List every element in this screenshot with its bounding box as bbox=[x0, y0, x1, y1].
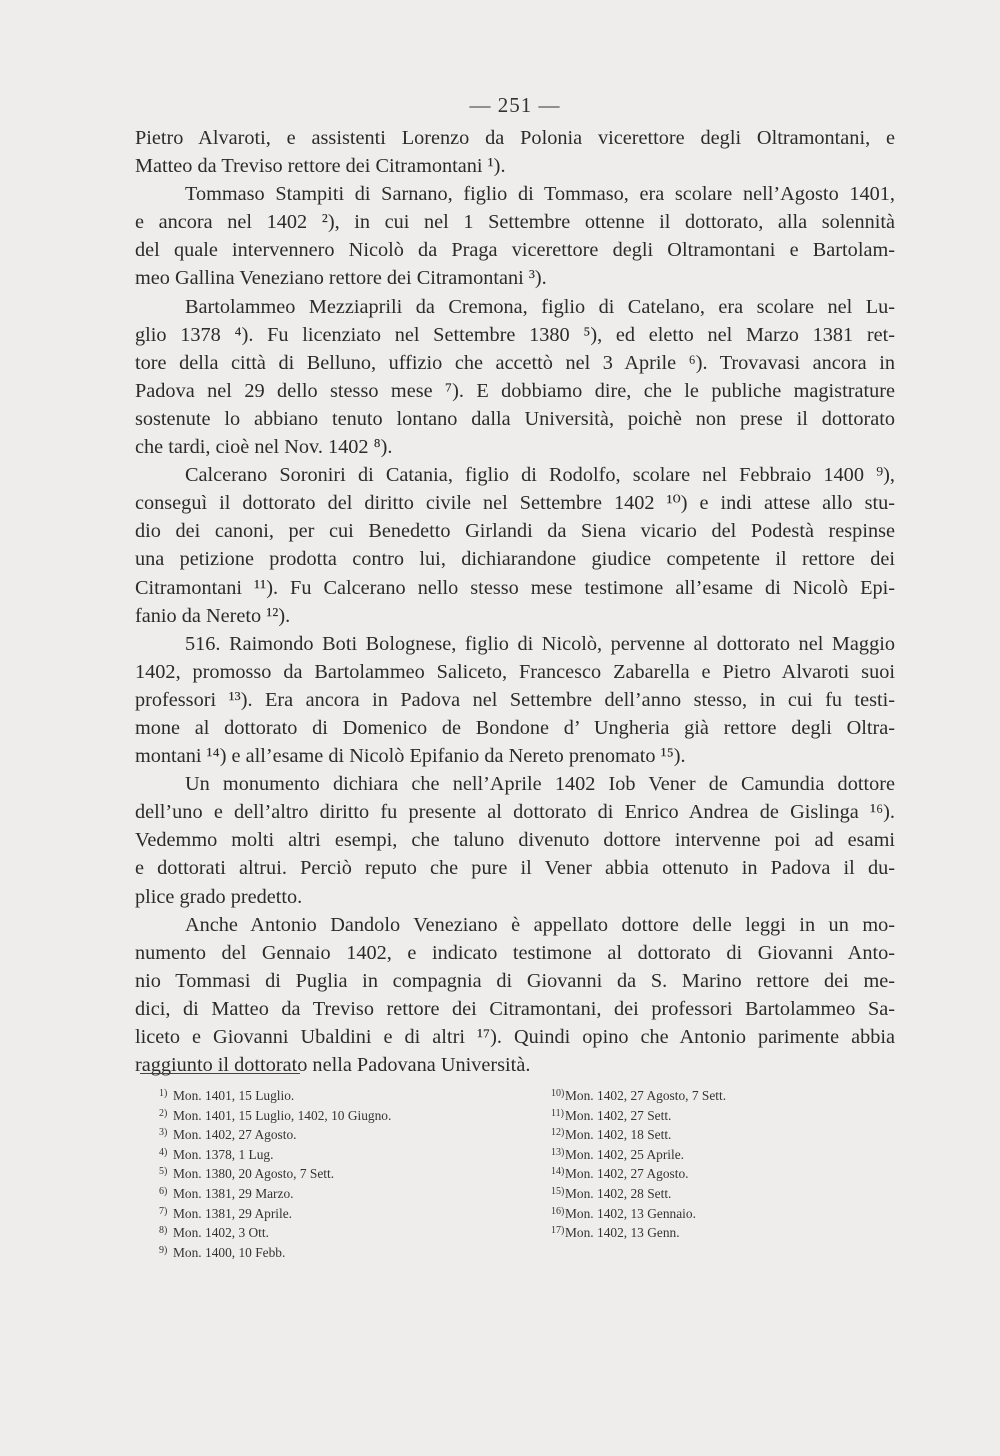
footnote-mark: 10) bbox=[551, 1088, 565, 1099]
paragraph-516-raimondo-boti bbox=[135, 630, 895, 770]
paragraph-iob-vener bbox=[135, 770, 895, 910]
footnote bbox=[551, 1086, 895, 1106]
footnote-text: Mon. 1402, 13 Gennaio. bbox=[565, 1205, 696, 1221]
footnote-mark: 4) bbox=[159, 1146, 168, 1158]
footnote-mark: 9) bbox=[159, 1244, 168, 1256]
footnote bbox=[159, 1125, 503, 1145]
footnote bbox=[159, 1145, 503, 1165]
footnotes-right-column bbox=[551, 1086, 895, 1243]
footnote-mark: 16) bbox=[551, 1205, 565, 1217]
footnote-text: Mon. 1402, 13 Genn. bbox=[565, 1225, 680, 1241]
text-line: glio 1378 ⁴). Fu licenziato nel Settembre 1380 ⁵), ed eletto nel Marzo 1381 ret- bbox=[135, 323, 895, 346]
footnote-text: Mon. 1402, 25 Aprile. bbox=[565, 1146, 685, 1162]
footnote-text: Mon. 1402, 27 Sett. bbox=[565, 1107, 672, 1123]
footnote bbox=[159, 1204, 503, 1224]
text-line: Citramontani ¹¹). Fu Calcerano nello stesso mese testimone all’esame di Nicolò Epi- bbox=[135, 576, 895, 599]
footnote bbox=[551, 1125, 895, 1145]
text-line: Un monumento dichiara che nell’Aprile 1402 Iob Vener de Camundia dottore bbox=[185, 773, 895, 796]
footnote bbox=[551, 1145, 895, 1165]
text-line: mone al dottorato di Domenico de Bondone d’ Ungheria già rettore degli Oltra- bbox=[135, 716, 895, 739]
footnote-text: Mon. 1402, 27 Agosto. bbox=[173, 1127, 297, 1143]
footnote-divider bbox=[140, 1073, 300, 1074]
text-line: sostenute lo abbiano tenuto lontano dalla Università, poichè non prese il dottorato bbox=[135, 407, 895, 430]
footnote bbox=[551, 1184, 895, 1204]
paragraph-tommaso-stampiti bbox=[135, 180, 895, 292]
footnote-mark: 3) bbox=[159, 1127, 168, 1139]
text-line: professori ¹³). Era ancora in Padova nel Settembre dell’anno stesso, in cui fu testi- bbox=[135, 688, 895, 711]
footnote bbox=[159, 1164, 503, 1184]
footnote-text: Mon. 1402, 18 Sett. bbox=[565, 1127, 672, 1143]
text-line: e dottorati altrui. Perciò reputo che pure il Vener abbia ottenuto in Padova il du- bbox=[135, 857, 895, 880]
footnote bbox=[159, 1184, 503, 1204]
text-line: Vedemmo molti altri esempi, che taluno divenuto dottore intervenne poi ad esami bbox=[135, 829, 895, 852]
footnote-mark: 17) bbox=[551, 1225, 565, 1237]
footnote-text: Mon. 1378, 1 Lug. bbox=[173, 1146, 274, 1162]
text-line: plice grado predetto. bbox=[135, 885, 303, 908]
footnote bbox=[551, 1204, 895, 1224]
footnotes-left-column bbox=[159, 1086, 503, 1262]
text-line: liceto e Giovanni Ubaldini e di altri ¹⁷). Quindi opino che Antonio parimente abbia bbox=[135, 1026, 895, 1048]
footnote bbox=[159, 1106, 503, 1126]
text-line: conseguì il dottorato del diritto civile nel Settembre 1402 ¹⁰) e indi attese allo stu- bbox=[135, 492, 895, 515]
body-text bbox=[135, 124, 895, 1079]
paragraph-continuation bbox=[135, 124, 895, 180]
paragraph-antonio-dandolo bbox=[135, 911, 895, 1080]
text-line: tore della città di Belluno, uffizio che accettò nel 3 Aprile ⁶). Trovavasi ancora in bbox=[135, 351, 895, 374]
footnote-mark: 7) bbox=[159, 1205, 168, 1217]
footnote-text: Mon. 1402, 28 Sett. bbox=[565, 1185, 672, 1201]
footnote-text: Mon. 1400, 10 Febb. bbox=[173, 1244, 286, 1260]
footnote bbox=[159, 1223, 503, 1243]
footnote bbox=[551, 1164, 895, 1184]
text-line: che tardi, cioè nel Nov. 1402 ⁸). bbox=[135, 436, 393, 459]
footnote-mark: 14) bbox=[551, 1166, 565, 1178]
text-line: del quale intervennero Nicolò da Praga vicerettore degli Oltramontani e Bartolam- bbox=[135, 239, 895, 262]
footnote-text: Mon. 1402, 27 Agosto. bbox=[565, 1166, 689, 1182]
footnote-mark: 5) bbox=[159, 1166, 168, 1178]
text-line: montani ¹⁴) e all’esame di Nicolò Epifanio da Nereto prenomato ¹⁵). bbox=[135, 745, 686, 768]
footnote-text: Mon. 1381, 29 Aprile. bbox=[173, 1205, 293, 1221]
text-line: Padova nel 29 dello stesso mese ⁷). E dobbiamo dire, che le publiche magistrature bbox=[135, 379, 895, 402]
footnote bbox=[159, 1086, 503, 1106]
text-line: dio dei canoni, per cui Benedetto Girlandi da Siena vicario del Podestà respinse bbox=[135, 520, 895, 543]
text-line: Anche Antonio Dandolo Veneziano è appellato dottore delle leggi in un mo- bbox=[185, 913, 895, 936]
footnote-text: Mon. 1401, 15 Luglio, 1402, 10 Giugno. bbox=[173, 1107, 392, 1123]
paragraph-bartolammeo-mezziaprili bbox=[135, 293, 895, 462]
footnote-mark: 8) bbox=[159, 1225, 168, 1237]
footnote-text: Mon. 1401, 15 Luglio. bbox=[173, 1088, 295, 1103]
footnote-mark: 13) bbox=[551, 1146, 565, 1158]
footnote-text: Mon. 1402, 27 Agosto, 7 Sett. bbox=[565, 1088, 727, 1103]
text-line: Calcerano Soroniri di Catania, figlio di Rodolfo, scolare nel Febbraio 1400 ⁹), bbox=[185, 464, 895, 487]
text-line: e ancora nel 1402 ²), in cui nel 1 Settembre ottenne il dottorato, alla solennità bbox=[135, 211, 895, 234]
text-line: Tommaso Stampiti di Sarnano, figlio di Tommaso, era scolare nell’Agosto 1401, bbox=[185, 183, 895, 206]
text-line: fanio da Nereto ¹²). bbox=[135, 604, 291, 627]
text-line: numento del Gennaio 1402, e indicato testimone al dottorato di Giovanni Anto- bbox=[135, 941, 895, 964]
text-line: meo Gallina Veneziano rettore dei Citramontani ³). bbox=[135, 267, 547, 290]
footnote-mark: 1) bbox=[159, 1088, 168, 1099]
footnote-mark: 15) bbox=[551, 1185, 565, 1197]
text-line: 1402, promosso da Bartolammeo Saliceto, Francesco Zabarella e Pietro Alvaroti suoi bbox=[135, 660, 895, 683]
page-number: — 251 — bbox=[469, 93, 561, 117]
text-line: Matteo da Treviso rettore dei Citramontani ¹). bbox=[135, 155, 506, 178]
text-line: nio Tommasi di Puglia in compagnia di Giovanni da S. Marino rettore dei me- bbox=[135, 969, 895, 992]
text-line: Bartolammeo Mezziaprili da Cremona, figlio di Catelano, era scolare nel Lu- bbox=[185, 295, 895, 318]
footnote-mark: 6) bbox=[159, 1185, 168, 1197]
footnote-mark: 11) bbox=[551, 1107, 564, 1119]
footnote-mark: 2) bbox=[159, 1107, 168, 1119]
text-line: Pietro Alvaroti, e assistenti Lorenzo da Polonia vicerettore degli Oltramontani, e bbox=[135, 127, 895, 149]
footnote bbox=[551, 1223, 895, 1243]
text-line: dell’uno e dell’altro diritto fu presente al dottorato di Enrico Andrea de Gislinga ¹⁶). bbox=[135, 801, 895, 824]
footnote bbox=[551, 1106, 895, 1126]
text-line: 516. Raimondo Boti Bolognese, figlio di Nicolò, pervenne al dottorato nel Maggio bbox=[185, 632, 895, 655]
footnote-text: Mon. 1381, 29 Marzo. bbox=[173, 1185, 294, 1201]
footnote-text: Mon. 1380, 20 Agosto, 7 Sett. bbox=[173, 1166, 335, 1182]
footnote-text: Mon. 1402, 3 Ott. bbox=[173, 1225, 269, 1241]
footnote bbox=[159, 1243, 503, 1263]
text-line: raggiunto il dottorato nella Padovana Università. bbox=[135, 1054, 531, 1077]
footnote-mark: 12) bbox=[551, 1127, 565, 1139]
paragraph-calcerano-soroniri bbox=[135, 461, 895, 630]
text-line: una petizione prodotta contro lui, dichiarandone giudice competente il rettore dei bbox=[135, 548, 895, 571]
text-line: dici, di Matteo da Treviso rettore dei Citramontani, dei professori Bartolammeo Sa- bbox=[135, 997, 895, 1020]
